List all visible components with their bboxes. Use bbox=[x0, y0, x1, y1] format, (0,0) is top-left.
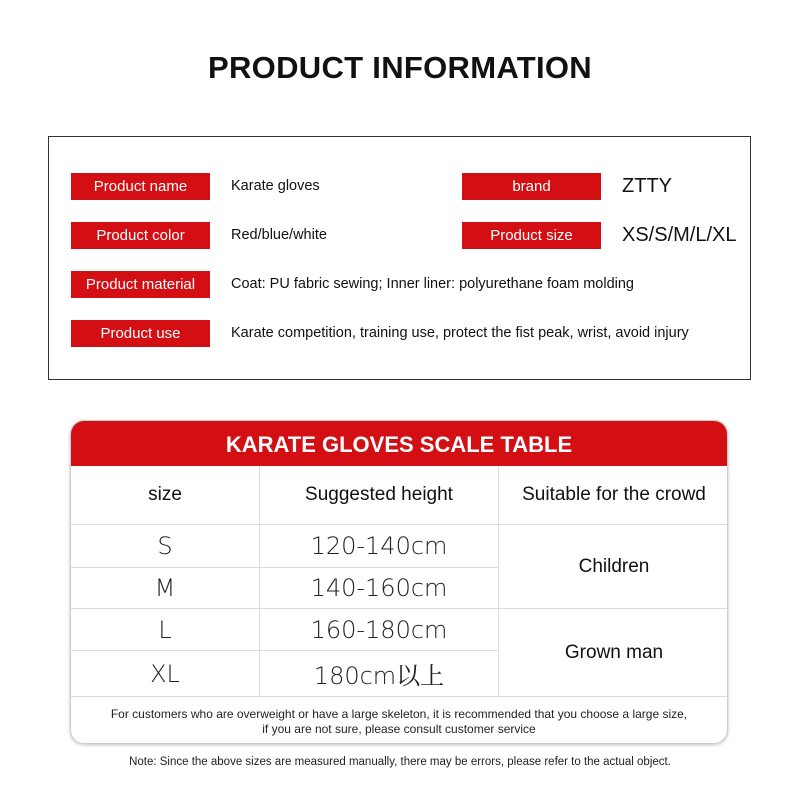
table-footer-note bbox=[71, 697, 727, 737]
crowd-cell-children: Children bbox=[499, 525, 728, 609]
product-color-value: Red/blue/white bbox=[231, 227, 327, 243]
product-name-label: Product name bbox=[71, 173, 210, 200]
product-color-label: Product color bbox=[71, 222, 210, 249]
size-cell: L bbox=[71, 609, 260, 651]
product-material-value: Coat: PU fabric sewing; Inner liner: polyurethane foam molding bbox=[231, 276, 634, 292]
header-height: Suggested height bbox=[260, 466, 499, 525]
product-use-label: Product use bbox=[71, 320, 210, 347]
height-cell: 140-160cm bbox=[260, 568, 499, 609]
height-cell: 160-180cm bbox=[260, 609, 499, 651]
product-size-label: Product size bbox=[462, 222, 601, 249]
product-use-value: Karate competition, training use, protect the fist peak, wrist, avoid injury bbox=[231, 325, 689, 341]
product-material-label: Product material bbox=[71, 271, 210, 298]
product-name-value: Karate gloves bbox=[231, 178, 320, 194]
crowd-cell-grown-man: Grown man bbox=[499, 609, 728, 697]
brand-label: brand bbox=[462, 173, 601, 200]
brand-value: ZTTY bbox=[622, 175, 672, 197]
header-size: size bbox=[71, 466, 260, 525]
size-cell: XL bbox=[71, 651, 260, 697]
page-title: PRODUCT INFORMATION bbox=[208, 50, 592, 85]
product-size-value: XS/S/M/L/XL bbox=[622, 224, 737, 246]
height-cell: 180cm以上 bbox=[260, 651, 499, 697]
footer-line-2: if you are not sure, please consult customer service bbox=[262, 722, 536, 736]
height-cell: 120-140cm bbox=[260, 525, 499, 568]
measurement-note: Note: Since the above sizes are measured manually, there may be errors, please refer to the actual object. bbox=[129, 756, 671, 768]
header-crowd: Suitable for the crowd bbox=[499, 466, 728, 525]
footer-line-1: For customers who are overweight or have a large skeleton, it is recommended that you choose a large size, bbox=[110, 707, 688, 721]
size-table-title: KARATE GLOVES SCALE TABLE bbox=[71, 421, 727, 466]
size-cell: S bbox=[71, 525, 260, 568]
size-cell: M bbox=[71, 568, 260, 609]
size-table bbox=[70, 420, 728, 744]
product-info-box bbox=[48, 136, 751, 380]
